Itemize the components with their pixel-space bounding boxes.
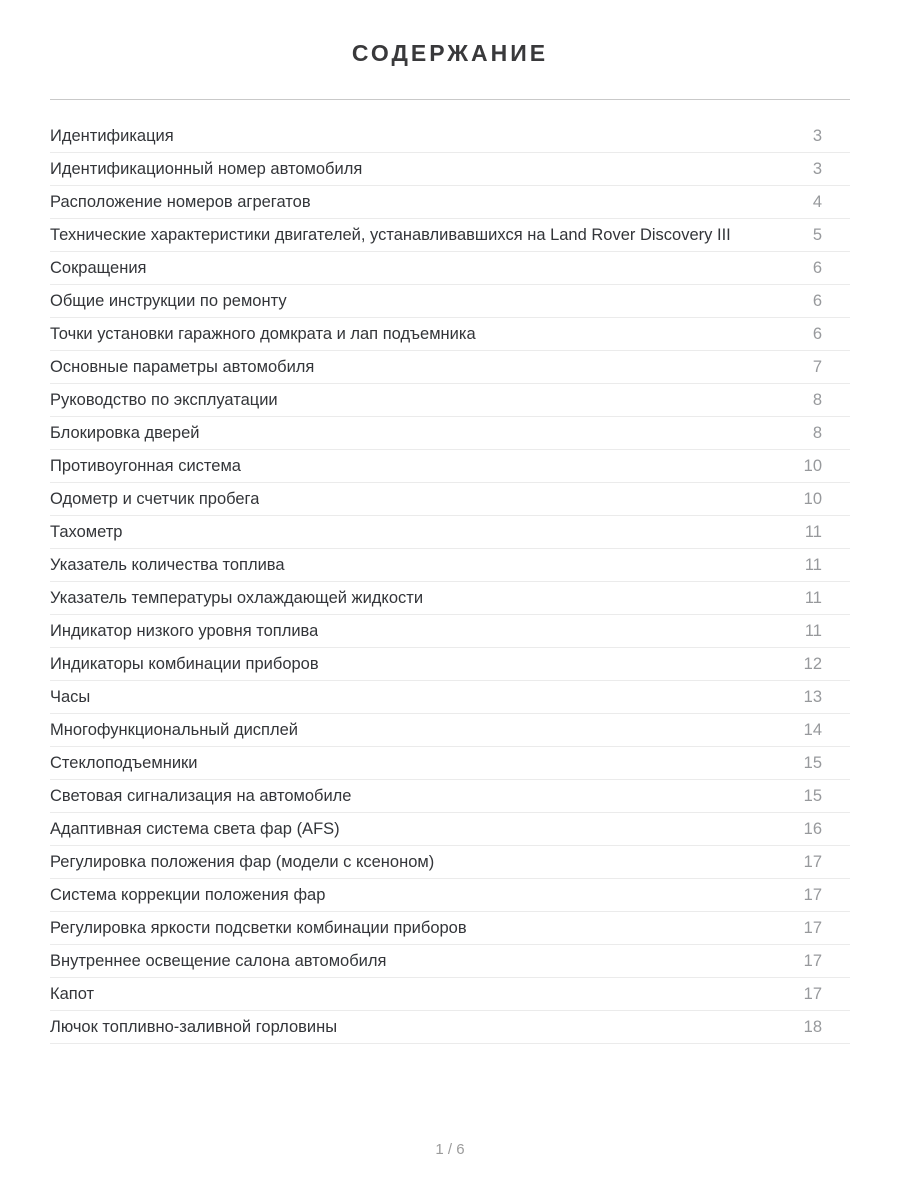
toc-list xyxy=(50,120,850,1044)
toc-entry-row[interactable] xyxy=(50,879,850,912)
toc-entry-label: Индикаторы комбинации приборов xyxy=(50,654,319,673)
toc-entry-page-number: 17 xyxy=(803,984,822,1003)
header-divider xyxy=(50,99,850,100)
toc-entry-row[interactable] xyxy=(50,516,850,549)
toc-entry-row[interactable] xyxy=(50,318,850,351)
toc-entry-page-number: 6 xyxy=(812,258,822,277)
toc-entry-label: Внутреннее освещение салона автомобиля xyxy=(50,951,387,970)
toc-entry-page-number: 11 xyxy=(804,588,822,607)
toc-entry-page-number: 17 xyxy=(803,885,822,904)
toc-entry-row[interactable] xyxy=(50,351,850,384)
toc-entry-label: Указатель количества топлива xyxy=(50,555,285,574)
toc-entry-label: Часы xyxy=(50,687,91,706)
toc-entry-row[interactable] xyxy=(50,450,850,483)
toc-entry-page-number: 8 xyxy=(812,390,822,409)
toc-entry-row[interactable] xyxy=(50,384,850,417)
toc-entry-label: Идентификационный номер автомобиля xyxy=(50,159,363,178)
toc-entry-page-number: 3 xyxy=(812,159,822,178)
toc-entry-label: Регулировка положения фар (модели с ксеноном) xyxy=(50,852,435,871)
toc-entry-row[interactable] xyxy=(50,549,850,582)
toc-entry-row[interactable] xyxy=(50,912,850,945)
toc-entry-label: Стеклоподъемники xyxy=(50,753,198,772)
toc-entry-row[interactable] xyxy=(50,1011,850,1044)
toc-entry-page-number: 6 xyxy=(812,291,822,310)
page-title: СОДЕРЖАНИЕ xyxy=(351,40,549,66)
toc-entry-row[interactable] xyxy=(50,714,850,747)
toc-entry-page-number: 8 xyxy=(812,423,822,442)
toc-entry-page-number: 5 xyxy=(812,225,822,244)
toc-entry-page-number: 12 xyxy=(803,654,822,673)
toc-entry-label: Расположение номеров агрегатов xyxy=(50,192,311,211)
toc-entry-row[interactable] xyxy=(50,120,850,153)
toc-entry-page-number: 17 xyxy=(803,951,822,970)
toc-entry-page-number: 11 xyxy=(804,621,822,640)
toc-entry-page-number: 3 xyxy=(812,126,822,145)
toc-entry-row[interactable] xyxy=(50,153,850,186)
toc-entry-row[interactable] xyxy=(50,945,850,978)
toc-entry-label: Указатель температуры охлаждающей жидкости xyxy=(50,588,424,607)
toc-entry-row[interactable] xyxy=(50,615,850,648)
toc-entry-page-number: 4 xyxy=(812,192,822,211)
toc-entry-label: Тахометр xyxy=(50,522,123,541)
toc-entry-label: Многофункциональный дисплей xyxy=(50,720,299,739)
toc-entry-label: Одометр и счетчик пробега xyxy=(50,489,260,508)
toc-entry-row[interactable] xyxy=(50,417,850,450)
toc-entry-label: Индикатор низкого уровня топлива xyxy=(50,621,319,640)
toc-entry-label: Руководство по эксплуатации xyxy=(50,390,278,409)
toc-entry-page-number: 17 xyxy=(803,852,822,871)
toc-entry-page-number: 14 xyxy=(803,720,822,739)
toc-entry-page-number: 11 xyxy=(804,522,822,541)
toc-entry-page-number: 16 xyxy=(803,819,822,838)
toc-entry-page-number: 13 xyxy=(803,687,822,706)
toc-entry-label: Точки установки гаражного домкрата и лап подъемника xyxy=(50,324,476,343)
toc-entry-label: Общие инструкции по ремонту xyxy=(50,291,287,310)
toc-entry-page-number: 17 xyxy=(803,918,822,937)
toc-entry-row[interactable] xyxy=(50,846,850,879)
toc-entry-page-number: 10 xyxy=(803,489,822,508)
toc-entry-row[interactable] xyxy=(50,186,850,219)
toc-entry-page-number: 7 xyxy=(812,357,822,376)
toc-entry-page-number: 18 xyxy=(803,1017,822,1036)
toc-entry-page-number: 10 xyxy=(803,456,822,475)
toc-entry-label: Противоугонная система xyxy=(50,456,241,475)
toc-entry-row[interactable] xyxy=(50,582,850,615)
toc-entry-label: Лючок топливно-заливной горловины xyxy=(50,1017,338,1036)
toc-entry-label: Адаптивная система света фар (AFS) xyxy=(50,819,340,838)
toc-entry-page-number: 15 xyxy=(803,786,822,805)
toc-entry-page-number: 15 xyxy=(803,753,822,772)
toc-entry-label: Световая сигнализация на автомобиле xyxy=(50,786,352,805)
toc-entry-row[interactable] xyxy=(50,813,850,846)
toc-entry-label: Регулировка яркости подсветки комбинации приборов xyxy=(50,918,467,937)
toc-entry-label: Капот xyxy=(50,984,95,1003)
toc-entry-row[interactable] xyxy=(50,285,850,318)
toc-entry-row[interactable] xyxy=(50,978,850,1011)
toc-entry-label: Сокращения xyxy=(50,258,147,277)
toc-entry-label: Основные параметры автомобиля xyxy=(50,357,315,376)
toc-entry-label: Система коррекции положения фар xyxy=(50,885,326,904)
toc-entry-row[interactable] xyxy=(50,648,850,681)
toc-entry-label: Технические характеристики двигателей, устанавливавшихся на Land Rover Discovery III xyxy=(50,225,731,244)
toc-entry-row[interactable] xyxy=(50,483,850,516)
toc-entry-row[interactable] xyxy=(50,780,850,813)
toc-entry-row[interactable] xyxy=(50,747,850,780)
toc-entry-row[interactable] xyxy=(50,252,850,285)
toc-entry-row[interactable] xyxy=(50,681,850,714)
toc-entry-label: Идентификация xyxy=(50,126,174,145)
page-indicator: 1 / 6 xyxy=(435,1141,465,1158)
toc-entry-row[interactable] xyxy=(50,219,850,252)
toc-entry-page-number: 6 xyxy=(812,324,822,343)
toc-entry-label: Блокировка дверей xyxy=(50,423,200,442)
toc-entry-page-number: 11 xyxy=(804,555,822,574)
